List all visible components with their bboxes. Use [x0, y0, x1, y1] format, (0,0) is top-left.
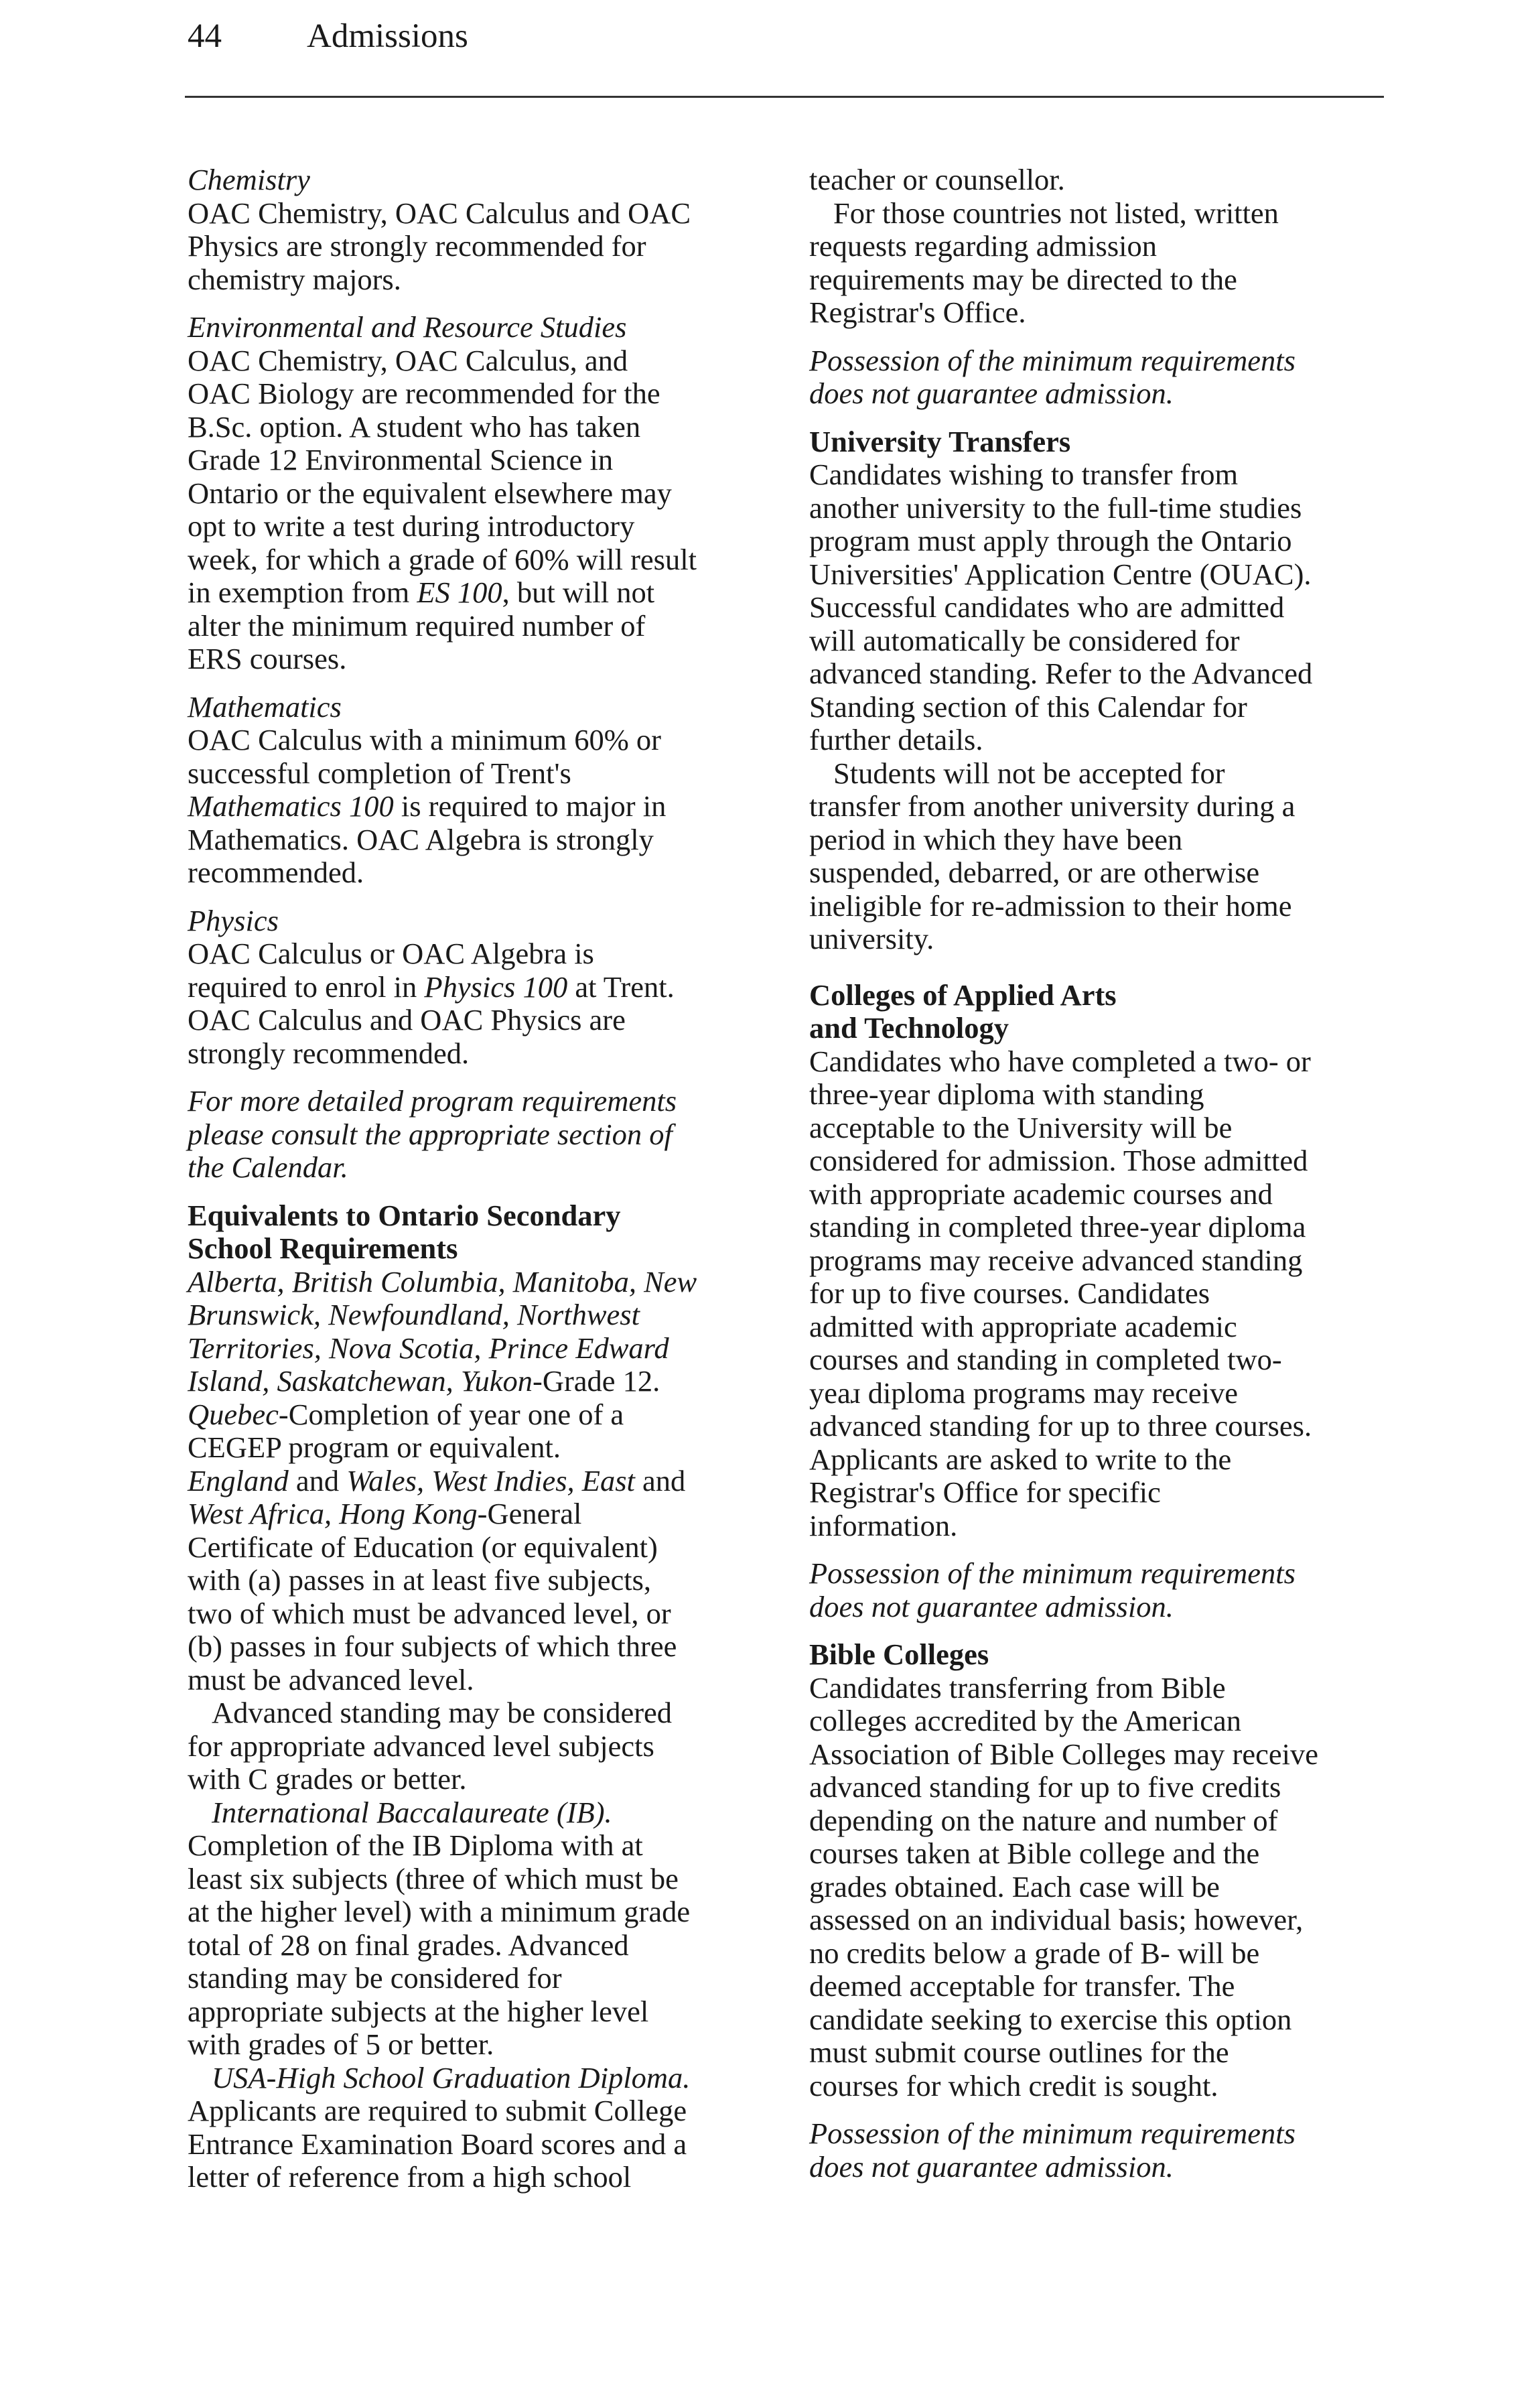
equivalents-heading: Equivalents to Ontario Secondary [188, 1198, 621, 1232]
text-span: Wales, West Indies, East [346, 1463, 635, 1497]
physics-heading: Physics [188, 903, 279, 937]
text-line: advanced standing for up to five credits [809, 1770, 1281, 1804]
text-line: Registrar's Office for specific [809, 1475, 1161, 1509]
bible-colleges-section [809, 1638, 1399, 2102]
text-line: strongly recommended. [188, 1036, 470, 1070]
text-line: Brunswick, Newfoundland, Northwest [188, 1298, 640, 1331]
text-line: no credits below a grade of B- will be [809, 1936, 1260, 1970]
text-line: suspended, debarred, or are otherwise [809, 856, 1260, 889]
text-line: depending on the nature and number of [809, 1803, 1278, 1837]
text-line: university. [809, 922, 934, 955]
text-span: Quebec [188, 1397, 279, 1431]
text-line: advanced standing. Refer to the Advanced [809, 657, 1313, 690]
text-line: does not guarantee admission. [809, 377, 1174, 410]
text-line: successful completion of Trent's [188, 756, 571, 790]
text-line: Students will not be accepted for [833, 756, 1225, 790]
colleges-section [809, 979, 1399, 1543]
text-line: International Baccalaureate (IB). [212, 1795, 612, 1829]
course-name: Physics 100 [424, 970, 568, 1004]
text-span: -General [477, 1497, 582, 1530]
text-line [188, 1365, 790, 1398]
text-line: information. [809, 1508, 958, 1542]
text-line: with (a) passes in at least five subjects, [188, 1563, 652, 1597]
text-line: Possession of the minimum requirements [809, 343, 1296, 377]
text-line [188, 971, 790, 1004]
text-line [188, 1398, 790, 1432]
physics-section [188, 905, 790, 1071]
continued-paragraph [809, 163, 1399, 330]
text-line [188, 790, 790, 823]
possession-note [809, 1557, 1399, 1623]
mathematics-section [188, 691, 790, 890]
text-line: Alberta, British Columbia, Manitoba, New [188, 1264, 697, 1298]
text-line: the Calendar. [188, 1150, 348, 1184]
text-line: assessed on an individual basis; however, [809, 1903, 1304, 1936]
text-line: Grade 12 Environmental Science in [188, 443, 614, 476]
text-line: does not guarantee admission. [809, 2149, 1174, 2184]
running-title: Admissions [307, 17, 468, 55]
text-line: OAC Chemistry, OAC Calculus, and [188, 343, 628, 377]
course-name: ES 100 [417, 576, 502, 609]
text-line: does not guarantee admission. [809, 1589, 1174, 1623]
text-line: total of 28 on final grades. Advanced [188, 1928, 629, 1962]
text-line: For more detailed program requirements [188, 1084, 677, 1118]
text-line: candidate seeking to exercise this option [809, 2002, 1292, 2036]
text-span: Island, Saskatchewan, Yukon [188, 1364, 533, 1398]
text-line: three-year diploma with standing [809, 1077, 1204, 1111]
text-line: Candidates wishing to transfer from [809, 458, 1239, 491]
ers-section [188, 311, 790, 676]
text-line: requirements may be directed to the [809, 262, 1237, 296]
colleges-heading: Colleges of Applied Arts [809, 978, 1117, 1012]
text-line: standing may be considered for [188, 1961, 562, 1995]
text-line [188, 1465, 790, 1498]
text-line: standing in completed three-year diploma [809, 1210, 1306, 1244]
text-line: Territories, Nova Scotia, Prince Edward [188, 1331, 669, 1365]
text-span: -Completion of year one of a [278, 1397, 624, 1431]
text-line: OAC Biology are recommended for the [188, 377, 660, 410]
text-span: at Trent. [567, 970, 675, 1004]
text-span: and [634, 1463, 686, 1497]
text-line: appropriate subjects at the higher level [188, 1994, 649, 2028]
text-line: week, for which a grade of 60% will result [188, 542, 697, 576]
text-line: Completion of the IB Diploma with at [188, 1828, 643, 1862]
text-line: ineligible for re-admission to their home [809, 888, 1292, 923]
text-line [188, 1497, 790, 1531]
text-line: Candidates transferring from Bible [809, 1670, 1226, 1705]
text-line: Possession of the minimum requirements [809, 2117, 1296, 2150]
equivalents-heading: School Requirements [188, 1231, 458, 1265]
text-line: must be advanced level. [188, 1662, 474, 1696]
chemistry-section [188, 163, 790, 296]
text-line: CEGEP program or equivalent. [188, 1430, 561, 1464]
text-line: (b) passes in four subjects of which three [188, 1629, 677, 1663]
text-line: USA-High School Graduation Diploma. [212, 2060, 691, 2094]
text-span: is required to major in [393, 789, 667, 823]
text-line: Ontario or the equivalent elsewhere may [188, 476, 672, 510]
text-line: grades obtained. Each case will be [809, 1869, 1220, 1903]
chemistry-heading: Chemistry [188, 163, 310, 196]
text-line: courses for which credit is sought. [809, 2068, 1218, 2102]
mathematics-heading: Mathematics [188, 689, 342, 724]
text-line: OAC Calculus and OAC Physics are [188, 1003, 626, 1037]
text-line: Entrance Examination Board scores and a [188, 2127, 687, 2161]
text-line: with C grades or better. [188, 1762, 467, 1796]
text-span: required to enrol in [188, 970, 425, 1004]
text-line: colleges accredited by the American [809, 1704, 1241, 1737]
text-line: Universities' Application Centre (OUAC). [809, 557, 1312, 591]
text-line: admitted with appropriate academic [809, 1309, 1237, 1343]
text-line: Successful candidates who are admitted [809, 590, 1285, 624]
text-line: requests regarding admission [809, 229, 1158, 263]
text-line: chemistry majors. [188, 262, 401, 296]
text-line: further details. [809, 723, 983, 756]
text-line: Advanced standing may be considered [212, 1696, 673, 1729]
text-line: yeaɹ diploma programs may receive [809, 1376, 1239, 1410]
text-span: -Grade 12. [533, 1364, 660, 1398]
text-line: with grades of 5 or better. [188, 2027, 494, 2061]
ers-heading: Environmental and Resource Studies [188, 310, 627, 344]
text-span: and [288, 1463, 347, 1497]
text-line: Certificate of Education (or equivalent) [188, 1530, 658, 1564]
text-line: please consult the appropriate section of [188, 1117, 673, 1151]
course-name: Mathematics 100 [188, 789, 394, 823]
text-span: West Africa, Hong Kong [188, 1497, 478, 1530]
text-line: recommended. [188, 856, 364, 889]
text-line: with appropriate academic courses and [809, 1177, 1273, 1211]
text-line: courses and standing in completed two- [809, 1343, 1282, 1376]
text-line: alter the minimum required number of [188, 608, 646, 643]
text-line: acceptable to the University will be [809, 1110, 1233, 1144]
text-line: Mathematics. OAC Algebra is strongly [188, 822, 654, 856]
program-requirements-note [188, 1085, 790, 1185]
text-line: for up to five courses. Candidates [809, 1276, 1210, 1310]
text-line: will automatically be considered for [809, 623, 1240, 657]
text-line: letter of reference from a high school [188, 2160, 632, 2194]
text-line: at the higher level) with a minimum grade [188, 1895, 691, 1928]
page-header [188, 9, 1387, 63]
text-line: deemed acceptable for transfer. The [809, 1969, 1235, 2003]
text-line: Candidates who have completed a two- or [809, 1044, 1311, 1078]
university-transfers-section [809, 425, 1399, 956]
text-line: considered for admission. Those admitted [809, 1144, 1308, 1177]
text-line: advanced standing for up to three courses. [809, 1409, 1312, 1443]
text-line: courses taken at Bible college and the [809, 1836, 1260, 1870]
text-line: programs may receive advanced standing [809, 1243, 1303, 1277]
text-line: least six subjects (three of which must be [188, 1861, 679, 1895]
text-line: Standing section of this Calendar for [809, 689, 1247, 724]
text-line: Association of Bible Colleges may receive [809, 1737, 1318, 1771]
text-line: Registrar's Office. [809, 295, 1026, 329]
text-line: another university to the full-time studies [809, 490, 1302, 525]
text-line: teacher or counsellor. [809, 163, 1065, 196]
header-rule [185, 96, 1384, 98]
possession-note [809, 344, 1399, 411]
text-line: ERS courses. [188, 642, 347, 675]
text-line: opt to write a test during introductory [188, 509, 635, 543]
text-span: , but will not [502, 576, 655, 609]
text-line: period in which they have been [809, 822, 1183, 856]
page-number: 44 [188, 17, 222, 55]
text-line: For those countries not listed, written [833, 196, 1279, 230]
text-line: must submit course outlines for the [809, 2035, 1229, 2069]
text-line: Applicants are asked to write to the [809, 1442, 1232, 1476]
text-line: program must apply through the Ontario [809, 524, 1292, 557]
colleges-heading: and Technology [809, 1011, 1009, 1045]
text-line: Possession of the minimum requirements [809, 1556, 1296, 1590]
text-line: OAC Calculus with a minimum 60% or [188, 723, 662, 756]
text-line: for appropriate advanced level subjects [188, 1729, 654, 1763]
text-line: OAC Calculus or OAC Algebra is [188, 937, 594, 970]
text-line: transfer from another university during a [809, 789, 1296, 823]
text-span: in exemption from [188, 576, 417, 609]
bible-colleges-heading: Bible Colleges [809, 1638, 989, 1671]
text-line: Applicants are required to submit College [188, 2094, 687, 2127]
possession-note [809, 2117, 1399, 2184]
equivalents-section [188, 1199, 790, 2194]
right-column [809, 163, 1399, 2198]
text-span: England [188, 1463, 289, 1497]
left-column [188, 163, 790, 2209]
text-line: two of which must be advanced level, or [188, 1596, 671, 1630]
text-line: B.Sc. option. A student who has taken [188, 409, 641, 444]
text-line [188, 576, 790, 610]
university-transfers-heading: University Transfers [809, 424, 1071, 458]
text-line: OAC Chemistry, OAC Calculus and OAC [188, 196, 691, 230]
text-line: Physics are strongly recommended for [188, 229, 646, 263]
